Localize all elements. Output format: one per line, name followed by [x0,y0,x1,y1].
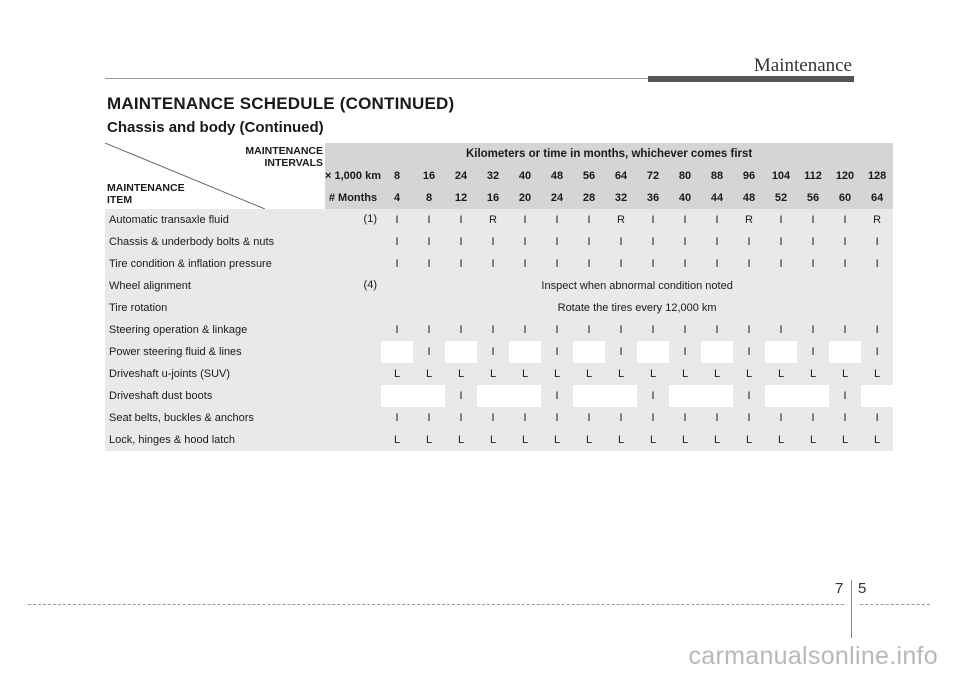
row-item-label: Steering operation & linkage [109,324,248,336]
schedule-cell: L [637,363,669,385]
schedule-cell: I [413,407,445,429]
schedule-cell: I [445,385,477,407]
schedule-cell: I [445,253,477,275]
schedule-cell: I [445,231,477,253]
schedule-cell: I [765,253,797,275]
schedule-cell: I [541,407,573,429]
schedule-cell: L [701,363,733,385]
schedule-cell: I [509,319,541,341]
schedule-cell: R [605,209,637,231]
schedule-cell [765,341,797,363]
schedule-cell: I [413,341,445,363]
months-cell: 4 [381,187,413,209]
schedule-cell: I [605,407,637,429]
maintenance-schedule-table [105,143,893,451]
schedule-cell: L [701,429,733,451]
table-row [105,407,893,429]
km-cell: 104 [765,165,797,187]
schedule-cell [701,385,733,407]
months-cell: 52 [765,187,797,209]
schedule-cell: I [861,407,893,429]
schedule-cell: L [605,429,637,451]
schedule-cell: I [541,385,573,407]
corner-intervals-label: MAINTENANCE INTERVALS [245,145,323,169]
schedule-cell: L [381,363,413,385]
schedule-cell: I [413,231,445,253]
schedule-cell [509,341,541,363]
corner-item-label: MAINTENANCE ITEM [107,182,185,206]
km-cell: 80 [669,165,701,187]
watermark: carmanualsonline.info [688,642,938,670]
schedule-cell [861,385,893,407]
schedule-cell: I [861,253,893,275]
schedule-cell: L [829,429,861,451]
schedule-cell: L [573,429,605,451]
km-cell: 8 [381,165,413,187]
schedule-cell [413,385,445,407]
km-cell: 64 [605,165,637,187]
row-item-cell [105,319,381,341]
schedule-cell: I [797,341,829,363]
schedule-cell: I [413,209,445,231]
page-number: 5 [858,580,867,597]
schedule-cell: L [797,363,829,385]
schedule-cell: I [477,319,509,341]
row-item-cell [105,363,381,385]
schedule-cell: I [829,407,861,429]
table-row [105,385,893,407]
schedule-cell: I [605,319,637,341]
schedule-cell: I [797,319,829,341]
table-row [105,297,893,319]
schedule-cell: L [861,429,893,451]
schedule-cell [573,385,605,407]
schedule-cell: I [797,209,829,231]
table-row [105,429,893,451]
schedule-cell: L [605,363,637,385]
table-corner [105,143,325,209]
row-note: (4) [363,279,377,291]
schedule-cell: I [669,407,701,429]
schedule-cell [477,385,509,407]
schedule-cell: I [381,231,413,253]
schedule-cell: I [573,253,605,275]
schedule-cell [637,341,669,363]
row-item-cell [105,253,381,275]
row-item-cell [105,341,381,363]
schedule-cell: I [509,231,541,253]
schedule-cell: L [541,363,573,385]
page-title: MAINTENANCE SCHEDULE (CONTINUED) [107,94,455,113]
schedule-cell [701,341,733,363]
row-item-cell [105,209,381,231]
footer-rule-left [28,604,844,605]
months-cell: 8 [413,187,445,209]
schedule-cell: L [477,429,509,451]
schedule-cell: I [861,231,893,253]
schedule-cell: I [733,253,765,275]
schedule-cell: R [733,209,765,231]
section-header: Maintenance [753,55,852,76]
header-rule [105,78,648,79]
top-header: Kilometers or time in months, whichever comes first [325,143,893,165]
schedule-cell: I [381,253,413,275]
schedule-cell: L [413,429,445,451]
chapter-number: 7 [835,580,844,597]
months-cell: 28 [573,187,605,209]
schedule-cell: I [381,407,413,429]
months-cell: 44 [701,187,733,209]
schedule-cell: I [541,253,573,275]
schedule-cell: L [765,363,797,385]
row-item-label: Tire rotation [109,302,168,314]
row-item-label: Automatic transaxle fluid [109,214,229,226]
row-item-label: Lock, hinges & hood latch [109,434,235,446]
row-item-cell [105,385,381,407]
schedule-cell: I [413,319,445,341]
table-row [105,253,893,275]
schedule-cell: I [637,319,669,341]
schedule-cell: L [861,363,893,385]
schedule-cell: I [637,385,669,407]
schedule-cell: R [477,209,509,231]
schedule-cell: I [541,231,573,253]
km-label: × 1,000 km [325,165,381,187]
schedule-cell: I [669,341,701,363]
schedule-cell: L [733,363,765,385]
header-row-top [105,143,893,165]
schedule-cell: I [829,209,861,231]
schedule-cell: I [701,209,733,231]
table-row [105,231,893,253]
schedule-cell: L [733,429,765,451]
schedule-cell: I [765,209,797,231]
schedule-cell [381,385,413,407]
schedule-cell: I [861,341,893,363]
km-cell: 40 [509,165,541,187]
km-cell: 56 [573,165,605,187]
schedule-cell: I [637,209,669,231]
schedule-cell: I [701,253,733,275]
schedule-cell: I [637,253,669,275]
table-row [105,209,893,231]
months-cell: 56 [797,187,829,209]
schedule-cell: L [669,363,701,385]
schedule-cell: I [829,385,861,407]
schedule-cell: I [669,253,701,275]
schedule-cell: R [861,209,893,231]
page-separator [851,580,852,638]
schedule-cell: I [541,209,573,231]
footer-rule-right [860,604,930,605]
schedule-cell: I [765,319,797,341]
schedule-cell: I [765,407,797,429]
months-cell: 20 [509,187,541,209]
schedule-cell: I [733,319,765,341]
schedule-cell: I [381,209,413,231]
schedule-cell: I [573,319,605,341]
schedule-cell: I [573,231,605,253]
schedule-cell: L [797,429,829,451]
schedule-cell: I [733,407,765,429]
page-subtitle: Chassis and body (Continued) [107,119,324,136]
schedule-cell: L [509,429,541,451]
schedule-cell: I [637,407,669,429]
schedule-cell [509,385,541,407]
schedule-cell: I [701,231,733,253]
schedule-cell [381,341,413,363]
schedule-cell: L [765,429,797,451]
row-item-cell [105,231,381,253]
schedule-cell: L [509,363,541,385]
schedule-cell: I [765,231,797,253]
row-item-label: Seat belts, buckles & anchors [109,412,254,424]
row-item-cell [105,275,381,297]
schedule-cell: I [733,341,765,363]
km-cell: 72 [637,165,669,187]
km-cell: 88 [701,165,733,187]
schedule-cell: I [509,253,541,275]
row-item-cell [105,429,381,451]
schedule-cell [797,385,829,407]
row-item-label: Wheel alignment [109,280,191,292]
schedule-cell: I [541,341,573,363]
schedule-cell [669,385,701,407]
schedule-cell: L [669,429,701,451]
schedule-cell: I [605,231,637,253]
months-cell: 40 [669,187,701,209]
schedule-cell: I [829,231,861,253]
schedule-cell: I [413,253,445,275]
km-cell: 16 [413,165,445,187]
km-cell: 96 [733,165,765,187]
months-cell: 36 [637,187,669,209]
schedule-cell: I [797,407,829,429]
months-cell: 60 [829,187,861,209]
months-cell: 64 [861,187,893,209]
schedule-cell: I [829,253,861,275]
schedule-cell: L [381,429,413,451]
schedule-cell: I [797,231,829,253]
schedule-cell: L [829,363,861,385]
km-cell: 128 [861,165,893,187]
schedule-cell: I [477,231,509,253]
schedule-cell: L [477,363,509,385]
schedule-cell: I [477,407,509,429]
schedule-cell: I [605,253,637,275]
row-item-label: Driveshaft u-joints (SUV) [109,368,231,380]
schedule-cell: I [541,319,573,341]
schedule-cell: I [573,209,605,231]
schedule-cell: I [701,407,733,429]
km-cell: 24 [445,165,477,187]
schedule-cell: I [477,253,509,275]
header-bar [648,76,854,82]
row-note: (1) [363,213,377,225]
schedule-cell [829,341,861,363]
schedule-cell: I [637,231,669,253]
schedule-cell: I [381,319,413,341]
schedule-cell: I [445,319,477,341]
row-item-cell [105,297,381,319]
schedule-cell: I [829,319,861,341]
schedule-cell: I [733,385,765,407]
months-label: # Months [325,187,381,209]
schedule-cell: I [797,253,829,275]
schedule-cell: I [445,407,477,429]
row-span-text: Rotate the tires every 12,000 km [381,297,893,319]
schedule-cell: L [541,429,573,451]
schedule-cell: L [413,363,445,385]
row-item-label: Tire condition & inflation pressure [109,258,272,270]
schedule-cell: I [509,209,541,231]
months-cell: 24 [541,187,573,209]
schedule-cell: L [445,363,477,385]
schedule-cell: I [445,209,477,231]
row-item-label: Chassis & underbody bolts & nuts [109,236,275,248]
schedule-cell [765,385,797,407]
table-row [105,275,893,297]
schedule-cell: L [573,363,605,385]
schedule-cell [573,341,605,363]
months-cell: 12 [445,187,477,209]
schedule-cell: I [701,319,733,341]
row-item-label: Driveshaft dust boots [109,390,213,402]
schedule-cell: I [669,231,701,253]
schedule-cell: L [637,429,669,451]
km-cell: 32 [477,165,509,187]
months-cell: 16 [477,187,509,209]
km-cell: 112 [797,165,829,187]
months-cell: 48 [733,187,765,209]
schedule-cell [605,385,637,407]
km-cell: 120 [829,165,861,187]
months-cell: 32 [605,187,637,209]
schedule-cell: I [861,319,893,341]
schedule-cell: I [733,231,765,253]
schedule-cell: I [573,407,605,429]
schedule-cell: I [669,209,701,231]
table-row [105,363,893,385]
table-row [105,341,893,363]
schedule-cell: I [477,341,509,363]
schedule-cell: I [509,407,541,429]
schedule-cell [445,341,477,363]
row-item-label: Power steering fluid & lines [109,346,242,358]
schedule-cell: I [669,319,701,341]
km-cell: 48 [541,165,573,187]
schedule-cell: L [445,429,477,451]
table-row [105,319,893,341]
row-span-text: Inspect when abnormal condition noted [381,275,893,297]
row-item-cell [105,407,381,429]
schedule-cell: I [605,341,637,363]
